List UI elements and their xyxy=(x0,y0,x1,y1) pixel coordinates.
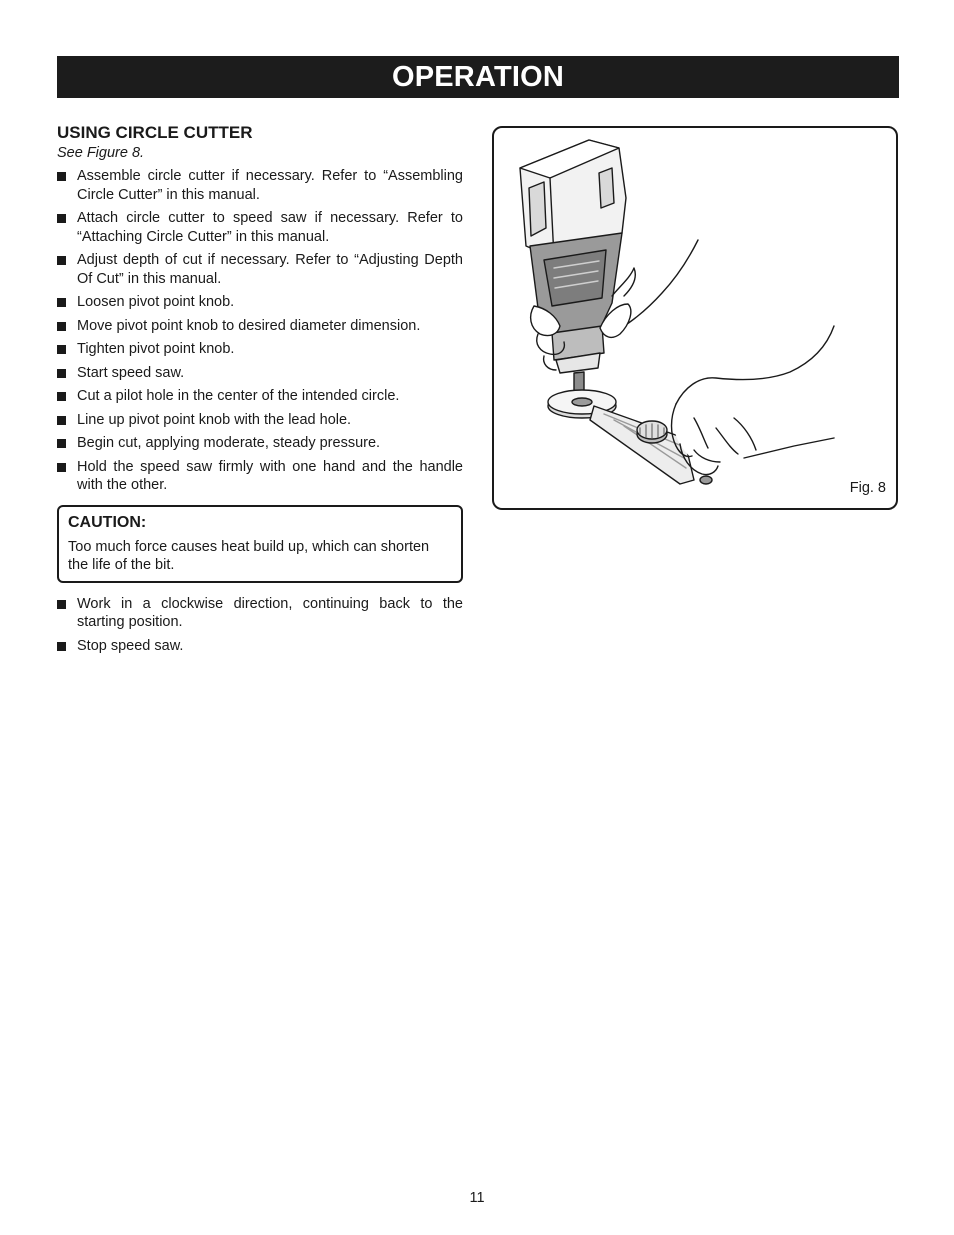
list-item: Line up pivot point knob with the lead hole. xyxy=(57,411,463,430)
caution-text: Too much force causes heat build up, which can shorten the life of the bit. xyxy=(68,538,430,573)
steps-list xyxy=(57,167,463,495)
square-bullet-icon xyxy=(57,392,66,401)
figure-label: Fig. 8 xyxy=(849,480,886,496)
square-bullet-icon xyxy=(57,172,66,181)
list-item: Begin cut, applying moderate, steady pressure. xyxy=(57,434,463,453)
square-bullet-icon xyxy=(57,600,66,609)
list-item: Attach circle cutter to speed saw if necessary. Refer to “Attaching Circle Cutter” in this manual. xyxy=(57,209,463,246)
list-item: Adjust depth of cut if necessary. Refer to “Adjusting Depth Of Cut” in this manual. xyxy=(57,251,463,288)
list-item: Move pivot point knob to desired diameter dimension. xyxy=(57,317,463,336)
figure-box xyxy=(492,126,898,510)
list-item: Work in a clockwise direction, continuing back to the starting position. xyxy=(57,595,463,632)
square-bullet-icon xyxy=(57,416,66,425)
square-bullet-icon xyxy=(57,345,66,354)
list-item: Assemble circle cutter if necessary. Refer to “Assembling Circle Cutter” in this manual. xyxy=(57,167,463,204)
square-bullet-icon xyxy=(57,322,66,331)
page-number: 11 xyxy=(469,1190,485,1206)
list-item: Cut a pilot hole in the center of the intended circle. xyxy=(57,387,463,406)
list-item: Start speed saw. xyxy=(57,364,463,383)
square-bullet-icon xyxy=(57,214,66,223)
list-item: Stop speed saw. xyxy=(57,637,463,656)
square-bullet-icon xyxy=(57,298,66,307)
page-heading: OPERATION xyxy=(391,60,565,93)
square-bullet-icon xyxy=(57,463,66,472)
list-item: Hold the speed saw firmly with one hand and the handle with the other. xyxy=(57,458,463,495)
caution-box xyxy=(57,505,463,583)
section-header-bar xyxy=(57,56,899,98)
square-bullet-icon xyxy=(57,642,66,651)
section-title: USING CIRCLE CUTTER xyxy=(57,123,253,142)
speed-saw-circle-cutter-illustration xyxy=(494,128,900,512)
square-bullet-icon xyxy=(57,256,66,265)
square-bullet-icon xyxy=(57,369,66,378)
list-item: Loosen pivot point knob. xyxy=(57,293,463,312)
caution-title: CAUTION: xyxy=(68,513,147,531)
list-item: Tighten pivot point knob. xyxy=(57,340,463,359)
square-bullet-icon xyxy=(57,439,66,448)
figure-reference: See Figure 8. xyxy=(57,145,145,161)
steps-list-continued xyxy=(57,595,463,656)
instructions-column xyxy=(57,122,463,660)
